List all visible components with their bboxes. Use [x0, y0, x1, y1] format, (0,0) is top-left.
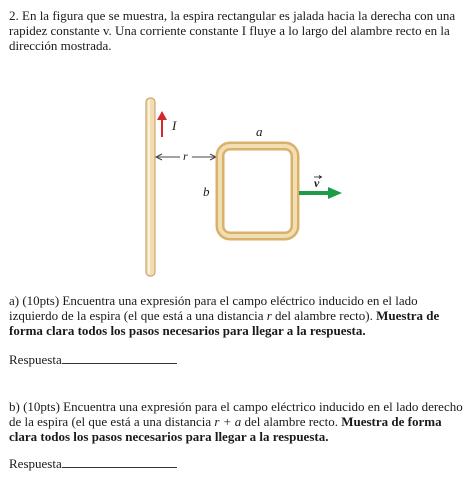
- label-v: v: [314, 176, 320, 190]
- straight-wire: [146, 98, 155, 276]
- answer-a-blank[interactable]: [62, 351, 177, 364]
- answer-b-blank[interactable]: [62, 455, 177, 468]
- label-b: b: [203, 184, 210, 199]
- question-b-text-mid: del alambre recto.: [241, 414, 342, 429]
- question-a-variable: r: [266, 308, 272, 323]
- question-a-text: a) (10pts) Encuentra una expresión para el campo eléctrico inducido en el lado izquierdo de la espira (el que está a una distancia: [9, 293, 418, 323]
- question-a-text-mid: del alambre recto).: [271, 308, 377, 323]
- label-a: a: [256, 124, 263, 139]
- question-b-text: b) (10pts) Encuentra una expresión para el campo eléctrico inducido en el lado derecho de la espira (el que está a una distancia: [9, 399, 463, 429]
- rectangular-loop: [220, 146, 295, 236]
- question-b-variable: r + a: [214, 414, 242, 429]
- label-r: r: [183, 149, 188, 163]
- answer-a-label: Respuesta: [9, 352, 62, 367]
- answer-b-label: Respuesta: [9, 456, 62, 471]
- answer-b: [9, 455, 177, 471]
- velocity-arrow-icon: [299, 187, 342, 199]
- question-b-instruction: Muestra de forma clara todos los pasos necesarios para llegar a la respuesta.: [9, 414, 442, 444]
- problem-statement: 2. En la figura que se muestra, la espira rectangular es jalada hacia la derecha con una rapidez constante v. Una corriente constante I fluye a lo largo del alambre recto en la dirección mostrada.: [9, 8, 456, 53]
- question-a: [9, 293, 467, 338]
- question-a-instruction: Muestra de forma clara todos los pasos necesarios para llegar a la respuesta.: [9, 308, 440, 338]
- answer-a: [9, 351, 177, 367]
- label-I: I: [172, 118, 177, 133]
- question-b: [9, 399, 467, 444]
- current-arrow-icon: [157, 111, 167, 137]
